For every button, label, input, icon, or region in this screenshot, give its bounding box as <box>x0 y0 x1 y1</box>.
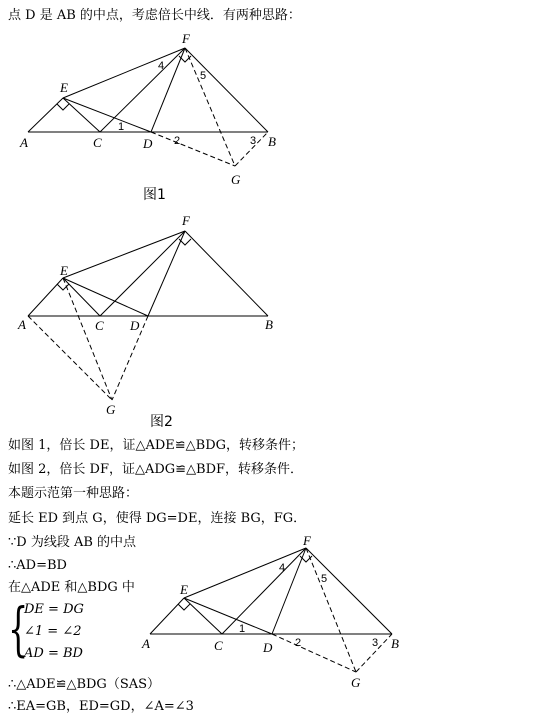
system-row-3: AD = BD <box>24 646 83 661</box>
system-row-2: ∠1 = ∠2 <box>24 624 82 639</box>
fig1-label-B: B <box>268 134 276 149</box>
fig1-angle-2: 2 <box>174 135 181 147</box>
fig2-label-G: G <box>106 402 116 417</box>
fig3-label-E: E <box>180 582 188 597</box>
text-line-2: 如图 2，倍长 DF，证△ADG≌△BDF，转移条件． <box>8 462 304 477</box>
figure-2 <box>0 212 300 417</box>
fig3-angle-4: 4 <box>279 562 286 574</box>
fig3-label-C: C <box>214 638 223 653</box>
text-line-4: 延长 ED 到点 G，使得 DG=DE，连接 BG，FG． <box>8 511 307 526</box>
fig1-label-G: G <box>231 172 241 187</box>
fig1-label-C: C <box>93 135 102 150</box>
figure-1 <box>0 28 300 187</box>
fig1-angle-3: 3 <box>250 135 257 147</box>
figure-3 <box>130 530 410 695</box>
text-line-7: 在△ADE 和△BDG 中 <box>8 580 135 595</box>
brace-symbol: { <box>8 595 29 663</box>
fig2-label-E: E <box>60 263 68 278</box>
fig1-label-E: E <box>60 80 68 95</box>
fig1-angle-4: 4 <box>158 60 165 72</box>
fig1-label-D: D <box>143 136 153 151</box>
figure-2-caption: 图2 <box>150 414 173 430</box>
text-line-8: ∴△ADE≌△BDG（SAS） <box>8 677 161 692</box>
fig3-angle-2: 2 <box>295 637 302 649</box>
fig3-angle-5: 5 <box>321 573 328 585</box>
text-line-9: ∴EA=GB，ED=GD，∠A=∠3 <box>8 699 194 714</box>
fig1-angle-5: 5 <box>200 70 207 82</box>
fig2-label-F: F <box>182 213 190 228</box>
fig3-label-G: G <box>351 675 361 690</box>
fig3-angle-1: 1 <box>239 623 246 635</box>
fig2-label-A: A <box>18 317 26 332</box>
text-line-1: 如图 1，倍长 DE，证△ADE≌△BDG，转移条件； <box>8 438 304 453</box>
fig2-label-D: D <box>130 318 140 333</box>
text-line-6: ∴AD=BD <box>8 558 67 573</box>
fig1-label-A: A <box>20 135 28 150</box>
fig3-label-B: B <box>391 636 399 651</box>
fig1-angle-1: 1 <box>118 121 125 133</box>
fig1-label-F: F <box>182 31 190 46</box>
figure-1-caption: 图1 <box>143 187 166 203</box>
fig3-label-D: D <box>263 640 273 655</box>
fig3-label-F: F <box>303 533 311 548</box>
intro-text: 点 D 是 AB 的中点，考虑倍长中线．有两种思路： <box>8 8 301 23</box>
fig3-angle-3: 3 <box>372 637 379 649</box>
fig2-label-B: B <box>265 317 273 332</box>
fig2-label-C: C <box>95 318 104 333</box>
fig3-label-A: A <box>142 636 150 651</box>
text-line-3: 本题示范第一种思路： <box>8 486 139 501</box>
text-line-5: ∵D 为线段 AB 的中点 <box>8 535 137 550</box>
equation-system <box>8 595 118 666</box>
system-row-1: DE = DG <box>24 602 84 617</box>
